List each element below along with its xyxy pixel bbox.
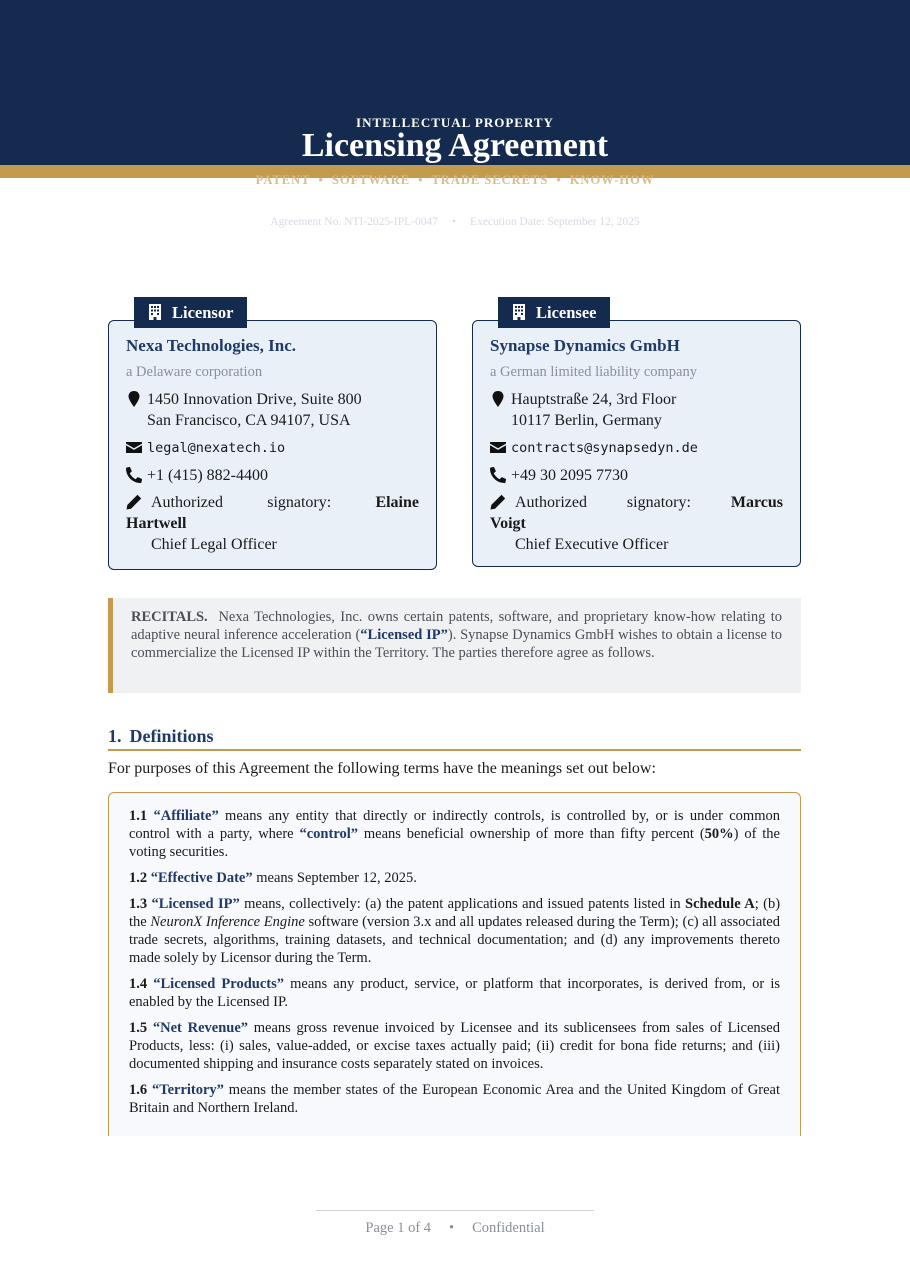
section-heading: [108, 726, 801, 751]
confidential-label: Confidential: [472, 1220, 545, 1236]
document-overline: INTELLECTUAL PROPERTY: [356, 115, 554, 130]
map-pin-icon: [490, 391, 506, 407]
document-tags: PATENT • SOFTWARE • TRADE SECRETS • KNOW-HOW: [255, 173, 655, 187]
licensee-card: [472, 320, 801, 567]
definition-term: “control”: [299, 826, 359, 842]
definition-text: means the member states of the European Economic Area and the United Kingdom of Great Britain and Northern Ireland.: [129, 1082, 780, 1116]
licensee-signatory-first: Marcus: [730, 494, 784, 511]
definition-item: [129, 895, 780, 967]
definitions-box: [108, 792, 801, 1136]
definition-percent: 50%: [704, 826, 734, 842]
licensee-signatory-label: Authorized signatory:: [515, 494, 691, 511]
tag-know-how: KNOW-HOW: [569, 173, 655, 187]
section-intro: For purposes of this Agreement the following terms have the meanings set out below:: [108, 760, 656, 777]
recitals-text-2: ). Synapse Dynamics GmbH wishes to obtain a license to commercialize the Licensed IP within the Territory. The parties therefore agree as follows.: [131, 627, 782, 661]
agreement-number: Agreement No. NTI-2025-IPL-0047: [270, 216, 439, 228]
definition-text: means beneficial ownership of more than fifty percent (: [358, 826, 705, 842]
definition-term: “Effective Date”: [150, 870, 253, 886]
pen-icon: [126, 494, 142, 510]
definition-number: 1.3: [129, 896, 148, 912]
definition-text: means any entity that directly or indirectly controls, is controlled by, or is under common control with a party, where: [129, 808, 780, 842]
licensor-address-line-2: San Francisco, CA 94107, USA: [147, 412, 351, 429]
licensor-phone-value: +1 (415) 882-4400: [147, 467, 269, 484]
building-icon: [148, 304, 162, 320]
licensor-email-value: legal@nexatech.io: [147, 440, 286, 456]
definition-term: “Affiliate”: [153, 808, 219, 824]
licensee-signatory-last: Voigt: [490, 515, 526, 532]
licensor-phone: [126, 465, 419, 486]
map-pin-icon: [126, 391, 142, 407]
definition-item: [129, 807, 780, 861]
definition-item: [129, 975, 780, 1011]
page-footer: Page 1 of 4 • Confidential: [365, 1220, 545, 1236]
document-title: Licensing Agreement: [301, 127, 609, 164]
licensor-signatory-first: Elaine: [375, 494, 419, 511]
envelope-icon: [490, 439, 506, 455]
building-icon: [512, 304, 526, 320]
definition-number: 1.1: [129, 808, 148, 824]
recitals-text-1: Nexa Technologies, Inc. owns certain patents, software, and proprietary know-how relating to adaptive neural inference acceleration (: [131, 609, 782, 643]
licensor-signatory-last: Hartwell: [126, 515, 187, 532]
licensee-signatory: [490, 492, 783, 555]
definition-term: “Net Revenue”: [152, 1020, 249, 1036]
licensee-description: a German limited liability company: [490, 364, 697, 380]
phone-icon: [490, 467, 506, 483]
definition-text: means, collectively: (a) the patent applications and issued patents listed in: [239, 896, 686, 912]
tag-software: SOFTWARE: [331, 173, 411, 187]
licensor-description: a Delaware corporation: [126, 364, 263, 380]
licensee-tab-label: Licensee: [536, 303, 597, 322]
footer-divider: [316, 1210, 594, 1211]
licensee-address-line-1: Hauptstraße 24, 3rd Floor: [511, 391, 677, 408]
licensee-phone: [490, 465, 783, 486]
pen-icon: [490, 494, 506, 510]
recitals-lead: RECITALS.: [131, 609, 208, 625]
licensor-signatory-title: Chief Legal Officer: [151, 536, 277, 553]
tag-patent: PATENT: [255, 173, 311, 187]
definition-text: ) of the voting securities.: [129, 826, 780, 860]
licensee-name: Synapse Dynamics GmbH: [490, 336, 680, 355]
definition-text: means any product, service, or platform that incorporates, is derived from, or is enabled by the Licensed IP.: [129, 976, 780, 1010]
definition-text: means gross revenue invoiced by Licensee and its sublicensees from sales of Licensed Products, less: (i) sales, value-added, or excise taxes actually paid; (ii) credit for bona fide returns; and (iii) documented shipping and insurance costs separately stated on invoices.: [129, 1020, 780, 1072]
recitals-term: “Licensed IP”: [360, 627, 448, 643]
definition-number: 1.4: [129, 976, 148, 992]
licensor-tab: [134, 297, 247, 328]
definition-term: “Licensed Products”: [153, 976, 284, 992]
definition-number: 1.6: [129, 1082, 148, 1098]
licensor-signatory-label: Authorized signatory:: [151, 494, 332, 511]
licensor-signatory: [126, 492, 419, 555]
definition-term: “Licensed IP”: [151, 896, 240, 912]
definition-text: means September 12, 2025.: [252, 870, 417, 886]
definition-number: 1.2: [129, 870, 148, 886]
licensor-card: [108, 320, 437, 570]
licensor-tab-label: Licensor: [172, 303, 234, 322]
definition-software-name: NeuronX Inference Engine: [150, 914, 305, 930]
licensee-email-value: contracts@synapsedyn.de: [511, 440, 698, 456]
definition-number: 1.5: [129, 1020, 148, 1036]
definition-item: [129, 869, 780, 887]
definition-term: “Territory”: [151, 1082, 224, 1098]
definition-text: ; (b) the: [129, 896, 781, 930]
recitals-box: [108, 598, 801, 693]
licensee-address-line-2: 10117 Berlin, Germany: [511, 412, 662, 429]
definition-text: software (version 3.x and all updates released during the Term); (c) all associated trade secrets, algorithms, training datasets, and technical documentation; and (d) any improvements thereto made solely by Licensor during the Term.: [129, 914, 780, 966]
section-title: Definitions: [129, 726, 214, 746]
definition-item: [129, 1019, 780, 1073]
licensor-email: [126, 437, 419, 459]
document-meta: Agreement No. NTI-2025-IPL-0047 • Execution Date: September 12, 2025: [270, 216, 640, 228]
page-number: Page 1 of 4: [365, 1220, 432, 1236]
section-number: 1.: [108, 726, 122, 746]
licensor-address: [126, 389, 419, 431]
licensee-address: [490, 389, 783, 431]
licensee-tab: [498, 297, 610, 328]
licensor-address-line-1: 1450 Innovation Drive, Suite 800: [147, 391, 362, 408]
licensor-name: Nexa Technologies, Inc.: [126, 336, 297, 355]
licensee-phone-value: +49 30 2095 7730: [511, 467, 629, 484]
tag-trade-secrets: TRADE SECRETS: [431, 173, 549, 187]
licensee-signatory-title: Chief Executive Officer: [515, 536, 669, 553]
licensee-email: [490, 437, 783, 459]
execution-date: Execution Date: September 12, 2025: [470, 216, 640, 228]
definition-item: [129, 1081, 780, 1117]
definition-schedule-ref: Schedule A: [685, 896, 755, 912]
phone-icon: [126, 467, 142, 483]
envelope-icon: [126, 439, 142, 455]
